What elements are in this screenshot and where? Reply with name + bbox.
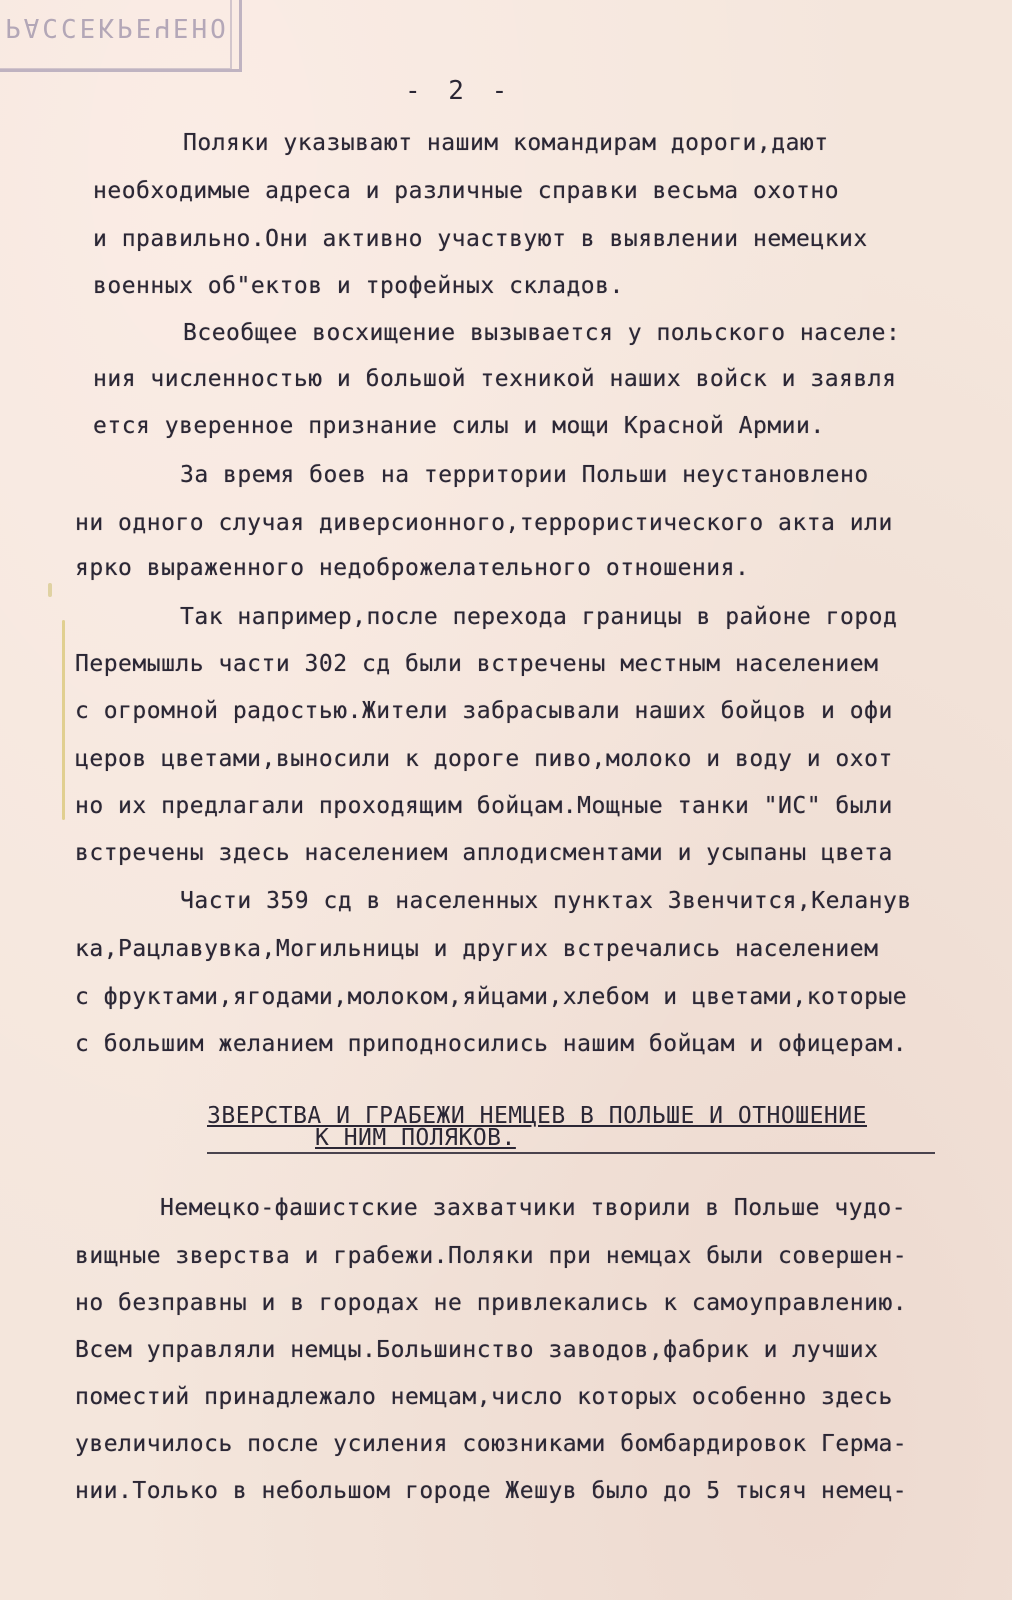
text-line: нии.Только в небольшом городе Жешув было до 5 тысяч немец- [75,1478,908,1504]
text-line: ка,Рацлавувка,Могильницы и других встречались населением [75,936,879,962]
margin-smudge [48,583,52,597]
text-line: с фруктами,ягодами,молоком,яйцами,хлебом и цветами,которые [75,984,908,1010]
section-heading-line1: ЗВЕРСТВА И ГРАБЕЖИ НЕМЦЕВ В ПОЛЬШЕ И ОТНОШЕНИЕ [207,1103,867,1129]
text-line: За время боев на территории Польши неустановлено [180,462,869,488]
text-line: Перемышль части 302 сд были встречены местным населением [75,651,879,677]
page-number: - 2 - [405,76,514,106]
text-line: необходимые адреса и различные справки весьма охотно [93,178,840,204]
text-line: ется уверенное признание силы и мощи Красной Армии. [93,413,825,439]
text-line: церов цветами,выносили к дороге пиво,молоко и воду и охот [75,746,893,772]
text-line: Немецко-фашистские захватчики творили в Польше чудо- [160,1195,907,1221]
text-line: но безправны и в городах не привлекались к самоуправлению. [75,1290,908,1316]
text-line: с большим желанием приподносились нашим бойцам и офицерам. [75,1031,908,1057]
text-line: встречены здесь населением аплодисментами и усыпаны цвета [75,840,893,866]
text-line: но их предлагали проходящим бойцам.Мощные танки "ИС" были [75,793,893,819]
text-line: ярко выраженного недоброжелательного отношения. [75,555,750,581]
stamp-text: РАССЕКРЕЧЕНО [5,12,229,42]
text-line: Части 359 сд в населенных пунктах Звенчится,Келанув [180,888,912,914]
text-line: Поляки указывают нашим командирам дороги,дают [183,130,829,156]
heading-underline [207,1152,935,1154]
text-line: поместий принадлежало немцам,число которых особенно здесь [75,1384,893,1410]
text-line: Всеобщее восхищение вызывается у польского населе: [183,320,901,346]
text-line: с огромной радостью.Жители забрасывали наших бойцов и офи [75,698,893,724]
text-line: увеличилось после усиления союзниками бомбардировок Герма- [75,1431,908,1457]
text-line: военных об"ектов и трофейных складов. [93,273,624,299]
text-line: ни одного случая диверсионного,террористического акта или [75,510,893,536]
text-line: Так например,после перехода границы в районе город [180,604,898,630]
section-heading-line2: К НИМ ПОЛЯКОВ. [315,1125,516,1151]
declassified-stamp [0,0,242,72]
text-line: ния численностью и большой техникой наших войск и заявля [93,366,897,392]
text-line: Всем управляли немцы.Большинство заводов,фабрик и лучших [75,1337,879,1363]
margin-highlight-mark [62,620,65,820]
text-line: и правильно.Они активно участвуют в выявлении немецких [93,226,868,252]
text-line: вищные зверства и грабежи.Поляки при немцах были совершен- [75,1243,908,1269]
